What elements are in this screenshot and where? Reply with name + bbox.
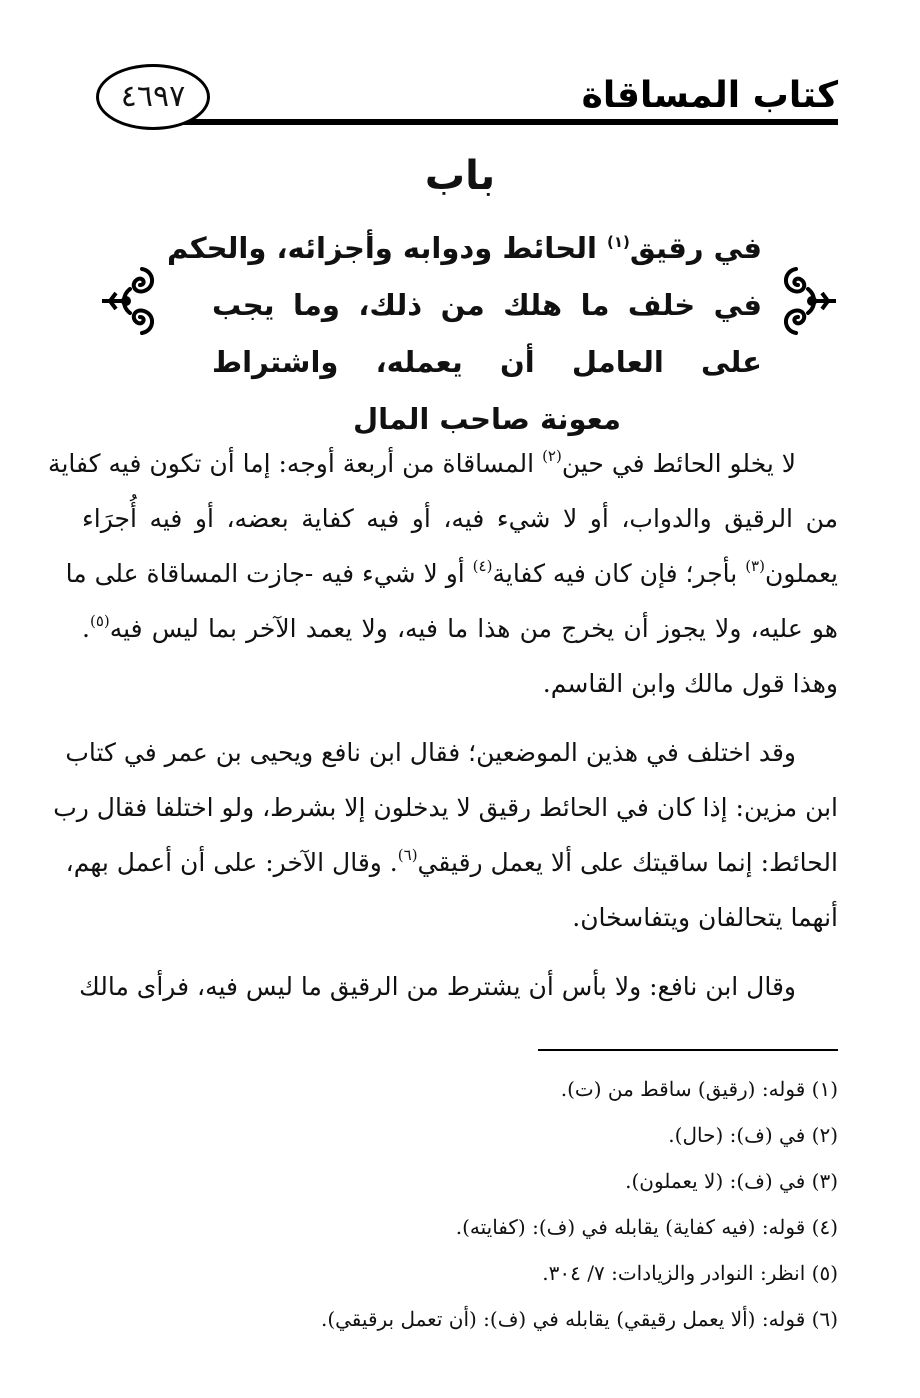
footnote-6: (٦) قوله: (ألا يعمل رقيقي) يقابله في (ف): (أن تعمل برقيقي). bbox=[320, 1307, 838, 1331]
text-segment: بأجر؛ فإن كان فيه كفاية bbox=[492, 559, 746, 588]
heading-segment: في رقيق bbox=[629, 231, 762, 265]
text-segment: لا يخلو الحائط في حين bbox=[561, 449, 796, 478]
text-segment: . وقال الآخر: على أن أعمل بهم، bbox=[65, 848, 398, 877]
paragraph-1 bbox=[48, 436, 838, 711]
text-line bbox=[65, 835, 838, 890]
footnote-marker-3[interactable]: (٣) bbox=[745, 557, 765, 575]
footnote-3: (٣) في (ف): (لا يعملون). bbox=[625, 1169, 838, 1193]
footnote-2: (٢) في (ف): (حال). bbox=[668, 1123, 838, 1147]
text-line: وهذا قول مالك وابن القاسم. bbox=[542, 669, 838, 698]
text-line bbox=[65, 546, 838, 601]
text-line bbox=[48, 436, 838, 491]
chapter-heading-line-1 bbox=[167, 220, 762, 277]
chapter-heading-line-2: في خلف ما هلك من ذلك، وما يجب bbox=[212, 288, 762, 322]
text-segment: الحائط: إنما ساقيتك على ألا يعمل رقيقي bbox=[417, 848, 838, 877]
footnote-1: (١) قوله: (رقيق) ساقط من (ت). bbox=[560, 1077, 838, 1101]
footnote-marker-2[interactable]: (٢) bbox=[542, 447, 562, 465]
text-line: من الرقيق والدواب، أو لا شيء فيه، أو فيه كفاية بعضه، أو فيه أُجرَاء bbox=[82, 504, 838, 533]
footnote-marker-4[interactable]: (٤) bbox=[472, 557, 493, 575]
chapter-heading bbox=[167, 220, 762, 448]
text-line: وقد اختلف في هذين الموضعين؛ فقال ابن نافع ويحيى بن عمر في كتاب bbox=[65, 738, 796, 767]
text-segment: المساقاة من أربعة أوجه: إما أن تكون فيه كفاية bbox=[48, 449, 543, 478]
footnote-marker-6[interactable]: (٦) bbox=[397, 846, 418, 864]
footnote-4: (٤) قوله: (فيه كفاية) يقابله في (ف): (كفايته). bbox=[455, 1215, 838, 1239]
footnote-marker-1[interactable]: (١) bbox=[607, 233, 630, 251]
text-segment: أو لا شيء فيه -جازت المساقاة على ما bbox=[65, 559, 473, 588]
body-text bbox=[48, 436, 838, 1028]
footnote-separator bbox=[538, 1049, 838, 1051]
text-segment: هو عليه، ولا يجوز أن يخرج من هذا ما فيه، ولا يعمد الآخر بما ليس فيه bbox=[109, 614, 838, 643]
heading-segment: الحائط ودوابه وأجزائه، والحكم bbox=[167, 231, 597, 265]
chapter-heading-line-3: على العامل أن يعمله، واشتراط bbox=[212, 345, 762, 379]
footnote-marker-5[interactable]: (٥) bbox=[89, 612, 110, 630]
text-segment: يعملون bbox=[764, 559, 838, 588]
floral-scroll-ornament-icon bbox=[778, 259, 838, 343]
page-number-badge bbox=[96, 64, 210, 130]
text-line: أنهما يتحالفان ويتفاسخان. bbox=[572, 903, 838, 932]
footnote-5: (٥) انظر: النوادر والزيادات: ٧/ ٣٠٤. bbox=[542, 1261, 838, 1285]
text-line: وقال ابن نافع: ولا بأس أن يشترط من الرقيق ما ليس فيه، فرأى مالك bbox=[79, 972, 796, 1001]
chapter-heading-line-4: معونة صاحب المال bbox=[352, 402, 621, 436]
page-number: ٤٦٩٧ bbox=[120, 79, 186, 114]
chapter-label: باب bbox=[424, 153, 496, 199]
running-header-title: كتاب المساقاة bbox=[581, 75, 838, 116]
text-segment: . bbox=[82, 614, 90, 643]
text-line: ابن مزين: إذا كان في الحائط رقيق لا يدخلون إلا بشرط، ولو اختلفا فقال رب bbox=[53, 793, 838, 822]
paragraph-2 bbox=[53, 725, 838, 945]
floral-scroll-ornament-icon bbox=[100, 259, 160, 343]
header-rule bbox=[178, 119, 838, 125]
footnotes bbox=[82, 1066, 838, 1342]
text-line bbox=[82, 601, 838, 656]
paragraph-3 bbox=[79, 959, 838, 1014]
